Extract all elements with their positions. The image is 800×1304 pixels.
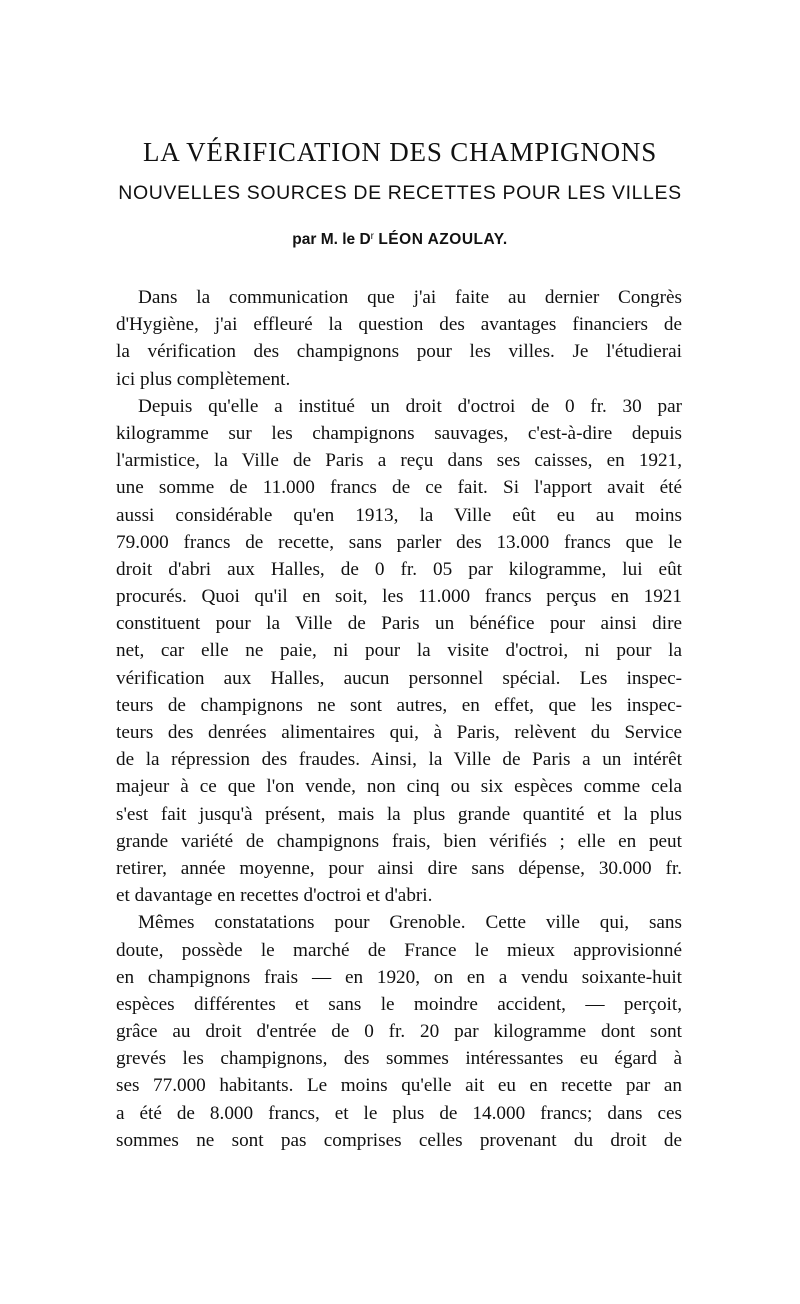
paragraph-line: droit d'abri aux Halles, de 0 fr. 05 par kilogramme, lui eût <box>116 558 682 580</box>
paragraph-line: la vérification des champignons pour les villes. Je l'étudierai <box>116 341 682 363</box>
paragraph-line: grâce au droit d'entrée de 0 fr. 20 par kilogramme dont sont <box>116 1021 682 1043</box>
paragraph-line: majeur à ce que l'on vende, non cinq ou six espèces comme cela <box>116 776 682 798</box>
paragraph-line: net, car elle ne paie, ni pour la visite d'octroi, ni pour la <box>116 640 682 662</box>
article-title: LA VÉRIFICATION DES CHAMPIGNONS <box>142 137 658 167</box>
paragraph-line: ses 77.000 habitants. Le moins qu'elle ait eu en recette par an <box>116 1075 682 1097</box>
byline <box>0 228 800 252</box>
paragraph-line: espèces différentes et sans le moindre accident, — perçoit, <box>116 993 682 1015</box>
paragraph-line: l'armistice, la Ville de Paris a reçu dans ses caisses, en 1921, <box>116 450 682 472</box>
paragraph-line: teurs de champignons ne sont autres, en effet, que les inspec- <box>116 694 682 716</box>
paragraph-line: Depuis qu'elle a institué un droit d'octroi de 0 fr. 30 par <box>138 395 682 417</box>
paragraph-line: vérification aux Halles, aucun personnel spécial. Les inspec- <box>116 667 682 689</box>
paragraph-line: s'est fait jusqu'à présent, mais la plus grande quantité et la plus <box>116 803 682 825</box>
byline-author: LÉON AZOULAY. <box>378 231 508 248</box>
paragraph-line: doute, possède le marché de France le mieux approvisionné <box>116 939 682 961</box>
paragraph-line: de la répression des fraudes. Ainsi, la Ville de Paris a un intérêt <box>116 749 682 771</box>
paragraph-line: 79.000 francs de recette, sans parler des 13.000 francs que le <box>116 531 682 553</box>
paragraph-line: une somme de 11.000 francs de ce fait. Si l'apport avait été <box>116 477 682 499</box>
byline-prefix: par M. le D <box>292 231 371 248</box>
paragraph-line: constituent pour la Ville de Paris un bénéfice pour ainsi dire <box>116 613 682 635</box>
byline-degree-superscript: r <box>370 231 375 242</box>
paragraph-line: d'Hygiène, j'ai effleuré la question des avantages financiers de <box>116 314 682 336</box>
paragraph-line: ici plus complètement. <box>116 368 291 390</box>
paragraph-line: a été de 8.000 francs, et le plus de 14.000 francs; dans ces <box>116 1102 682 1124</box>
paragraph-line: en champignons frais — en 1920, on en a vendu soixante-huit <box>116 966 682 988</box>
paragraph-line: kilogramme sur les champignons sauvages, c'est-à-dire depuis <box>116 422 682 444</box>
paragraph-line: Dans la communication que j'ai faite au dernier Congrès <box>138 287 682 308</box>
article-subtitle: NOUVELLES SOURCES DE RECETTES POUR LES VILLES <box>118 182 682 204</box>
paragraph-line: aussi considérable qu'en 1913, la Ville eût eu au moins <box>116 504 682 526</box>
paragraph-line: grevés les champignons, des sommes intéressantes eu égard à <box>116 1048 682 1070</box>
paragraph-line: Mêmes constatations pour Grenoble. Cette ville qui, sans <box>138 912 682 934</box>
paragraph-line: retirer, année moyenne, pour ainsi dire sans dépense, 30.000 fr. <box>116 857 682 879</box>
paragraph-line: teurs des denrées alimentaires qui, à Paris, relèvent du Service <box>116 722 682 743</box>
paragraph-line: grande variété de champignons frais, bien vérifiés ; elle en peut <box>116 830 682 852</box>
paragraph-line: et davantage en recettes d'octroi et d'abri. <box>116 885 433 907</box>
paragraph-line: sommes ne sont pas comprises celles provenant du droit de <box>116 1129 682 1151</box>
paragraph-line: procurés. Quoi qu'il en soit, les 11.000 francs perçus en 1921 <box>116 586 682 608</box>
article-body <box>116 284 682 1154</box>
